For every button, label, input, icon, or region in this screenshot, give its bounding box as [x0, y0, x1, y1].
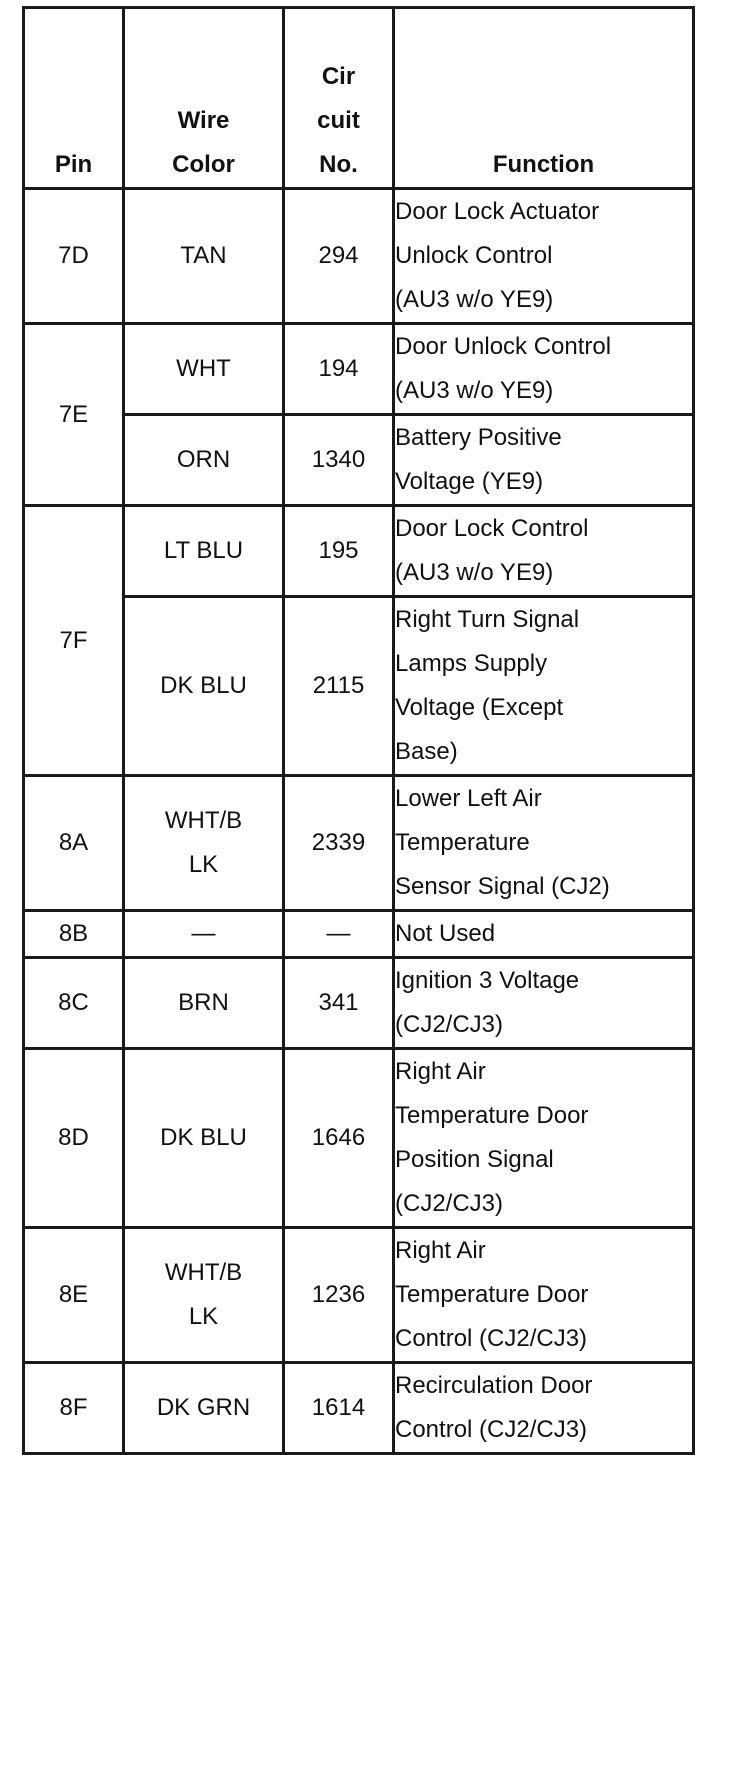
- circuit-cell: 1340: [284, 415, 394, 506]
- wire-color-cell: LT BLU: [124, 506, 284, 597]
- function-cell: Right Turn Signal Lamps Supply Voltage (Except Base): [394, 597, 694, 776]
- wire-color-cell: DK BLU: [124, 597, 284, 776]
- table-row: [24, 415, 694, 506]
- circuit-cell: —: [284, 911, 394, 958]
- connector-pinout-sheet: [22, 6, 695, 1455]
- function-cell: Right Air Temperature Door Position Signal (CJ2/CJ3): [394, 1049, 694, 1228]
- circuit-cell: 2339: [284, 776, 394, 911]
- pin-cell: 8F: [24, 1363, 124, 1454]
- function-cell: Door Lock Actuator Unlock Control (AU3 w/o YE9): [394, 189, 694, 324]
- function-cell: Door Lock Control (AU3 w/o YE9): [394, 506, 694, 597]
- function-cell: Ignition 3 Voltage (CJ2/CJ3): [394, 958, 694, 1049]
- circuit-cell: 195: [284, 506, 394, 597]
- table-row: [24, 911, 694, 958]
- table-row: [24, 597, 694, 776]
- pin-cell: 7F: [24, 506, 124, 776]
- header-circuit-no: Cir cuit No.: [284, 8, 394, 189]
- function-cell: Right Air Temperature Door Control (CJ2/CJ3): [394, 1228, 694, 1363]
- wire-color-cell: DK BLU: [124, 1049, 284, 1228]
- wire-color-cell: —: [124, 911, 284, 958]
- function-cell: Not Used: [394, 911, 694, 958]
- table-row: [24, 324, 694, 415]
- circuit-cell: 1646: [284, 1049, 394, 1228]
- pin-cell: 8E: [24, 1228, 124, 1363]
- wire-color-cell: ORN: [124, 415, 284, 506]
- circuit-cell: 1614: [284, 1363, 394, 1454]
- pin-cell: 8B: [24, 911, 124, 958]
- table-header-row: [24, 8, 694, 189]
- wire-color-cell: WHT/B LK: [124, 1228, 284, 1363]
- pin-cell: 7D: [24, 189, 124, 324]
- pin-cell: 7E: [24, 324, 124, 506]
- header-wire-color: Wire Color: [124, 8, 284, 189]
- circuit-cell: 194: [284, 324, 394, 415]
- header-function: Function: [394, 8, 694, 189]
- table-row: [24, 189, 694, 324]
- table-row: [24, 506, 694, 597]
- table-row: [24, 1228, 694, 1363]
- circuit-cell: 2115: [284, 597, 394, 776]
- pin-cell: 8A: [24, 776, 124, 911]
- header-pin: Pin: [24, 8, 124, 189]
- function-cell: Lower Left Air Temperature Sensor Signal (CJ2): [394, 776, 694, 911]
- pin-cell: 8C: [24, 958, 124, 1049]
- pin-cell: 8D: [24, 1049, 124, 1228]
- wire-color-cell: WHT/B LK: [124, 776, 284, 911]
- function-cell: Battery Positive Voltage (YE9): [394, 415, 694, 506]
- circuit-cell: 1236: [284, 1228, 394, 1363]
- wire-color-cell: DK GRN: [124, 1363, 284, 1454]
- wire-color-cell: BRN: [124, 958, 284, 1049]
- connector-pinout-table: [22, 6, 695, 1455]
- table-row: [24, 1363, 694, 1454]
- circuit-cell: 294: [284, 189, 394, 324]
- function-cell: Door Unlock Control (AU3 w/o YE9): [394, 324, 694, 415]
- table-row: [24, 776, 694, 911]
- table-row: [24, 958, 694, 1049]
- circuit-cell: 341: [284, 958, 394, 1049]
- wire-color-cell: TAN: [124, 189, 284, 324]
- function-cell: Recirculation Door Control (CJ2/CJ3): [394, 1363, 694, 1454]
- wire-color-cell: WHT: [124, 324, 284, 415]
- table-row: [24, 1049, 694, 1228]
